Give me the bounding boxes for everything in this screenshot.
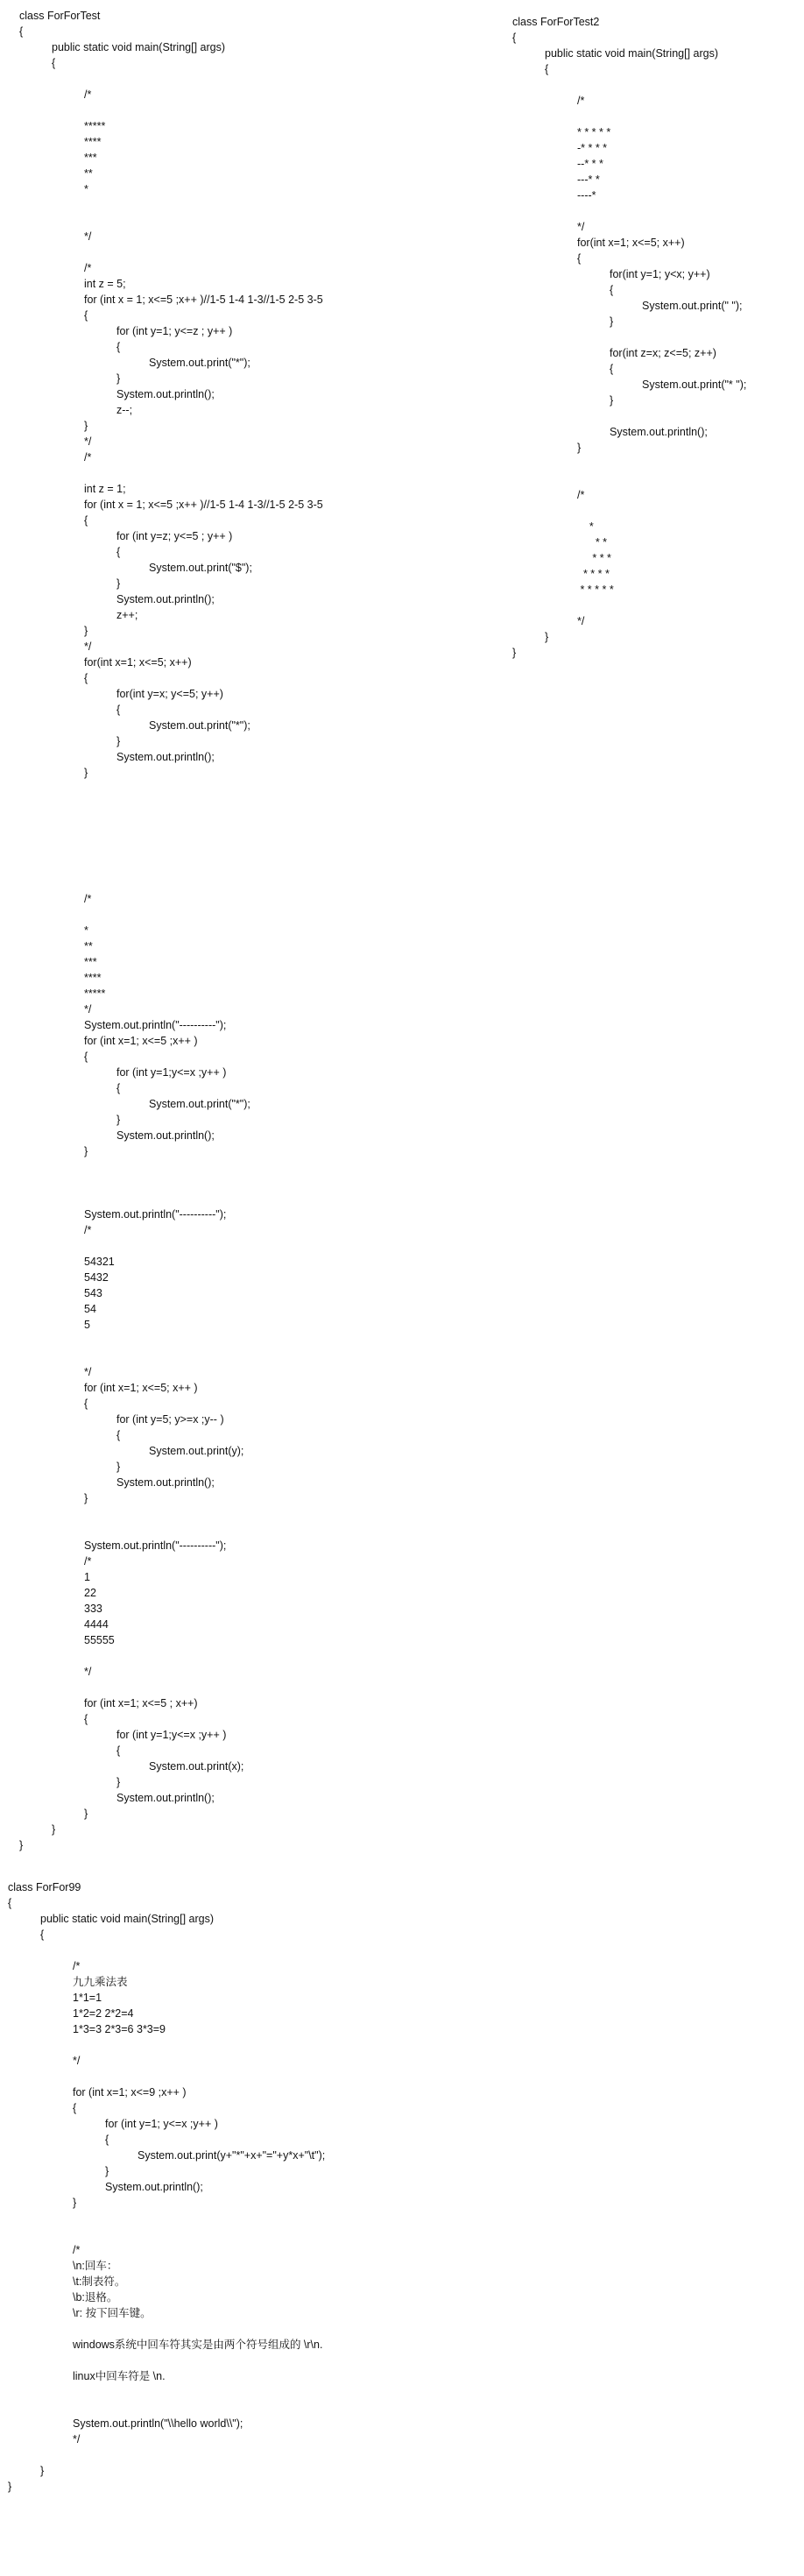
code-line: int z = 1; <box>84 483 126 495</box>
code-line: * <box>577 520 594 533</box>
code-line: { <box>40 1928 45 1941</box>
code-line: { <box>116 1744 121 1757</box>
code-line: System.out.println(); <box>116 1129 215 1142</box>
code-line: 1*3=3 2*3=6 3*3=9 <box>73 2023 166 2035</box>
code-line <box>512 456 746 471</box>
code-line: /* <box>577 489 585 501</box>
code-line: System.out.println("----------"); <box>84 1208 227 1221</box>
code-line: for (int y=1; y<=x ;y++ ) <box>105 2118 218 2130</box>
code-line: ----* <box>577 189 596 202</box>
code-line: { <box>116 1429 121 1441</box>
code-line <box>8 2211 325 2226</box>
code-line: 54321 <box>84 1256 115 1268</box>
code-line <box>512 598 746 613</box>
code-line <box>19 796 323 812</box>
code-line: } <box>84 1808 88 1820</box>
code-line: class ForFor99 <box>8 1881 81 1893</box>
code-line: for(int y=1; y<x; y++) <box>610 268 710 280</box>
code-line: { <box>577 252 582 265</box>
code-line: } <box>84 1145 88 1157</box>
code-line: \r: 按下回车键。 <box>73 2307 152 2319</box>
code-line: { <box>84 514 88 527</box>
code-line: for(int z=x; z<=5; z++) <box>610 347 716 359</box>
code-line: \t:制表符。 <box>73 2275 126 2288</box>
code-line: */ <box>73 2055 81 2067</box>
code-line <box>8 2353 325 2368</box>
code-line: } <box>52 1823 56 1836</box>
code-line <box>8 2069 325 2084</box>
code-line: System.out.println(); <box>116 751 215 763</box>
code-line: for(int x=1; x<=5; x++) <box>84 656 192 669</box>
code-line: ** <box>84 940 93 952</box>
code-line: System.out.println(); <box>105 2181 203 2193</box>
code-line: 54 <box>84 1303 96 1315</box>
code-line: */ <box>577 615 585 627</box>
code-line: System.out.print(x); <box>149 1760 244 1773</box>
code-line: System.out.print(" "); <box>642 300 743 312</box>
code-line: } <box>610 394 614 407</box>
code-line: { <box>84 1051 88 1063</box>
code-line: ---* * <box>577 173 600 186</box>
code-line: public static void main(String[] args) <box>52 41 225 53</box>
code-line: { <box>84 309 88 322</box>
code-line: * * * * * <box>577 126 611 138</box>
code-line: { <box>116 341 121 353</box>
code-line: System.out.print(y); <box>149 1445 244 1457</box>
code-line: z--; <box>116 404 133 416</box>
code-line <box>19 844 323 860</box>
code-line: /* <box>84 88 92 101</box>
code-line <box>19 1522 323 1538</box>
code-line <box>19 197 323 213</box>
code-line: *** <box>84 956 97 968</box>
code-line: } <box>40 2465 45 2477</box>
code-line: /* <box>73 1960 81 1972</box>
code-line: for (int x = 1; x<=5 ;x++ )//1-5 1-4 1-3//1-5 2-5 3-5 <box>84 294 323 306</box>
code-line: for (int y=z; y<=5 ; y++ ) <box>116 530 233 542</box>
code-line: { <box>84 672 88 684</box>
code-line: --* * * <box>577 158 603 170</box>
code-line <box>19 1333 323 1348</box>
code-line: 22 <box>84 1587 96 1599</box>
code-line: System.out.print("*"); <box>149 357 250 369</box>
code-line: } <box>116 372 121 385</box>
code-line <box>19 907 323 923</box>
code-line: } <box>610 315 614 328</box>
code-line: **** <box>84 136 102 148</box>
code-line: System.out.println("\\hello world\\"); <box>73 2417 243 2430</box>
code-line: for (int x=1; x<=5 ;x++ ) <box>84 1035 198 1047</box>
code-line: linux中回车符是 \n. <box>73 2370 166 2382</box>
code-line: } <box>116 1461 121 1473</box>
code-line: /* <box>84 893 92 905</box>
code-line: /* <box>84 1224 92 1236</box>
code-line: \n:回车： <box>73 2260 118 2272</box>
code-line <box>512 503 746 519</box>
code-line <box>8 1943 325 1958</box>
code-line <box>19 828 323 844</box>
code-line: System.out.println(); <box>116 1476 215 1489</box>
code-line: } <box>105 2165 109 2177</box>
code-line: windows系统中回车符其实是由两个符号组成的 \r\n. <box>73 2339 323 2351</box>
code-line: for (int x=1; x<=5 ; x++) <box>84 1697 198 1709</box>
code-line <box>19 244 323 260</box>
code-line: */ <box>84 435 92 448</box>
code-line: System.out.println(); <box>116 388 215 400</box>
code-line: */ <box>84 1666 92 1678</box>
code-line: System.out.print("*"); <box>149 1098 250 1110</box>
code-line: **** <box>84 972 102 984</box>
code-line: { <box>116 1082 121 1094</box>
code-line: } <box>116 735 121 747</box>
code-line <box>19 860 323 875</box>
code-line: { <box>8 1897 12 1909</box>
code-block-forfortest2 <box>512 14 746 661</box>
code-line: -* * * * <box>577 142 608 154</box>
code-line <box>19 1238 323 1254</box>
code-line <box>19 1159 323 1175</box>
code-line: */ <box>73 2433 81 2445</box>
code-line: */ <box>84 230 92 243</box>
code-line: } <box>8 2480 12 2493</box>
code-line <box>8 2400 325 2416</box>
code-line: System.out.println("----------"); <box>84 1019 227 1031</box>
code-line: ** <box>84 167 93 180</box>
code-line: for (int y=1; y<=z ; y++ ) <box>116 325 233 337</box>
code-line: for (int x=1; x<=5; x++ ) <box>84 1382 198 1394</box>
code-line: 1*1=1 <box>73 1992 102 2004</box>
code-line: { <box>610 363 614 375</box>
code-line: /* <box>73 2244 81 2256</box>
code-block-forfor99 <box>8 1879 325 2495</box>
code-line: System.out.print("* "); <box>642 379 747 391</box>
code-line: * * * <box>577 552 611 564</box>
code-line: } <box>116 577 121 590</box>
code-line: System.out.println("----------"); <box>84 1539 227 1552</box>
code-line: { <box>545 63 549 75</box>
code-line <box>8 2321 325 2337</box>
code-line: */ <box>577 221 585 233</box>
code-line: 九九乘法表 <box>73 1976 128 1988</box>
code-line: \b:退格。 <box>73 2291 118 2304</box>
code-line: * * * * <box>577 568 610 580</box>
code-line: } <box>84 625 88 637</box>
code-line: 333 <box>84 1603 102 1615</box>
code-line: int z = 5; <box>84 278 126 290</box>
code-line: } <box>116 1776 121 1788</box>
code-line: */ <box>84 1366 92 1378</box>
code-block-forfortest <box>19 8 323 1853</box>
code-line: { <box>512 32 517 44</box>
code-line: System.out.println(); <box>116 1792 215 1804</box>
code-line: { <box>116 546 121 558</box>
code-line: ***** <box>84 987 106 1000</box>
code-line <box>19 1506 323 1522</box>
code-line: * * * * * <box>577 584 614 596</box>
code-line <box>19 103 323 118</box>
code-line: { <box>116 704 121 716</box>
code-line <box>8 2447 325 2463</box>
code-line: { <box>52 57 56 69</box>
code-line <box>512 471 746 487</box>
code-line: */ <box>84 1003 92 1016</box>
code-line <box>8 2037 325 2053</box>
code-line: System.out.print(y+"*"+x+"="+y*x+"\t"); <box>138 2149 326 2162</box>
code-line <box>512 77 746 93</box>
code-line: { <box>19 25 24 38</box>
code-line <box>19 812 323 828</box>
code-line: } <box>116 1114 121 1126</box>
code-line <box>19 1680 323 1695</box>
code-line: for (int y=1;y<=x ;y++ ) <box>116 1066 227 1079</box>
code-line <box>19 1191 323 1207</box>
code-line: class ForForTest <box>19 10 101 22</box>
code-line: for (int x = 1; x<=5 ;x++ )//1-5 1-4 1-3//1-5 2-5 3-5 <box>84 499 323 511</box>
code-line: * <box>84 183 88 195</box>
code-line: } <box>577 442 582 454</box>
code-line: for (int y=1;y<=x ;y++ ) <box>116 1729 227 1741</box>
code-line <box>19 71 323 87</box>
code-line: *** <box>84 152 97 164</box>
code-line: public static void main(String[] args) <box>545 47 718 60</box>
code-line: ***** <box>84 120 106 132</box>
code-line: } <box>19 1839 24 1851</box>
code-line <box>512 329 746 345</box>
code-line: * * <box>577 536 608 548</box>
code-line: for (int x=1; x<=9 ;x++ ) <box>73 2086 187 2098</box>
code-line <box>512 109 746 124</box>
code-line <box>19 1348 323 1364</box>
code-line <box>19 465 323 481</box>
code-line: System.out.println(); <box>610 426 708 438</box>
code-line: } <box>73 2197 77 2209</box>
code-line: } <box>84 767 88 779</box>
code-line: public static void main(String[] args) <box>40 1913 214 1925</box>
code-line: { <box>105 2134 109 2146</box>
code-line: System.out.print("*"); <box>149 719 250 732</box>
code-line <box>19 213 323 229</box>
code-line: System.out.println(); <box>116 593 215 605</box>
code-line <box>8 2226 325 2242</box>
code-line: class ForForTest2 <box>512 16 600 28</box>
code-line: { <box>73 2102 77 2114</box>
code-line: } <box>84 1492 88 1504</box>
code-line <box>512 408 746 424</box>
code-line <box>19 1175 323 1191</box>
code-line: 4444 <box>84 1618 109 1631</box>
code-line: } <box>545 631 549 643</box>
code-line <box>19 1648 323 1664</box>
code-line: 5 <box>84 1319 90 1331</box>
code-line: z++; <box>116 609 138 621</box>
code-line: 1 <box>84 1571 90 1583</box>
code-line <box>19 781 323 796</box>
code-line: */ <box>84 640 92 653</box>
code-line: for (int y=5; y>=x ;y-- ) <box>116 1413 224 1426</box>
code-line: /* <box>84 451 92 464</box>
code-line <box>512 203 746 219</box>
code-line: /* <box>84 262 92 274</box>
code-line: 543 <box>84 1287 102 1299</box>
code-line <box>19 875 323 891</box>
code-line: 5432 <box>84 1271 109 1284</box>
code-line: 1*2=2 2*2=4 <box>73 2007 134 2020</box>
code-line: { <box>84 1713 88 1725</box>
code-line <box>8 2384 325 2400</box>
code-line: 55555 <box>84 1634 115 1646</box>
code-line: * <box>84 924 88 937</box>
code-line: { <box>84 1398 88 1410</box>
code-line: } <box>84 420 88 432</box>
code-line: /* <box>577 95 585 107</box>
code-line: { <box>610 284 614 296</box>
code-line: } <box>512 647 517 659</box>
code-line: for(int y=x; y<=5; y++) <box>116 688 223 700</box>
code-line: /* <box>84 1555 92 1568</box>
code-line: System.out.print("$"); <box>149 562 252 574</box>
code-line: for(int x=1; x<=5; x++) <box>577 237 685 249</box>
